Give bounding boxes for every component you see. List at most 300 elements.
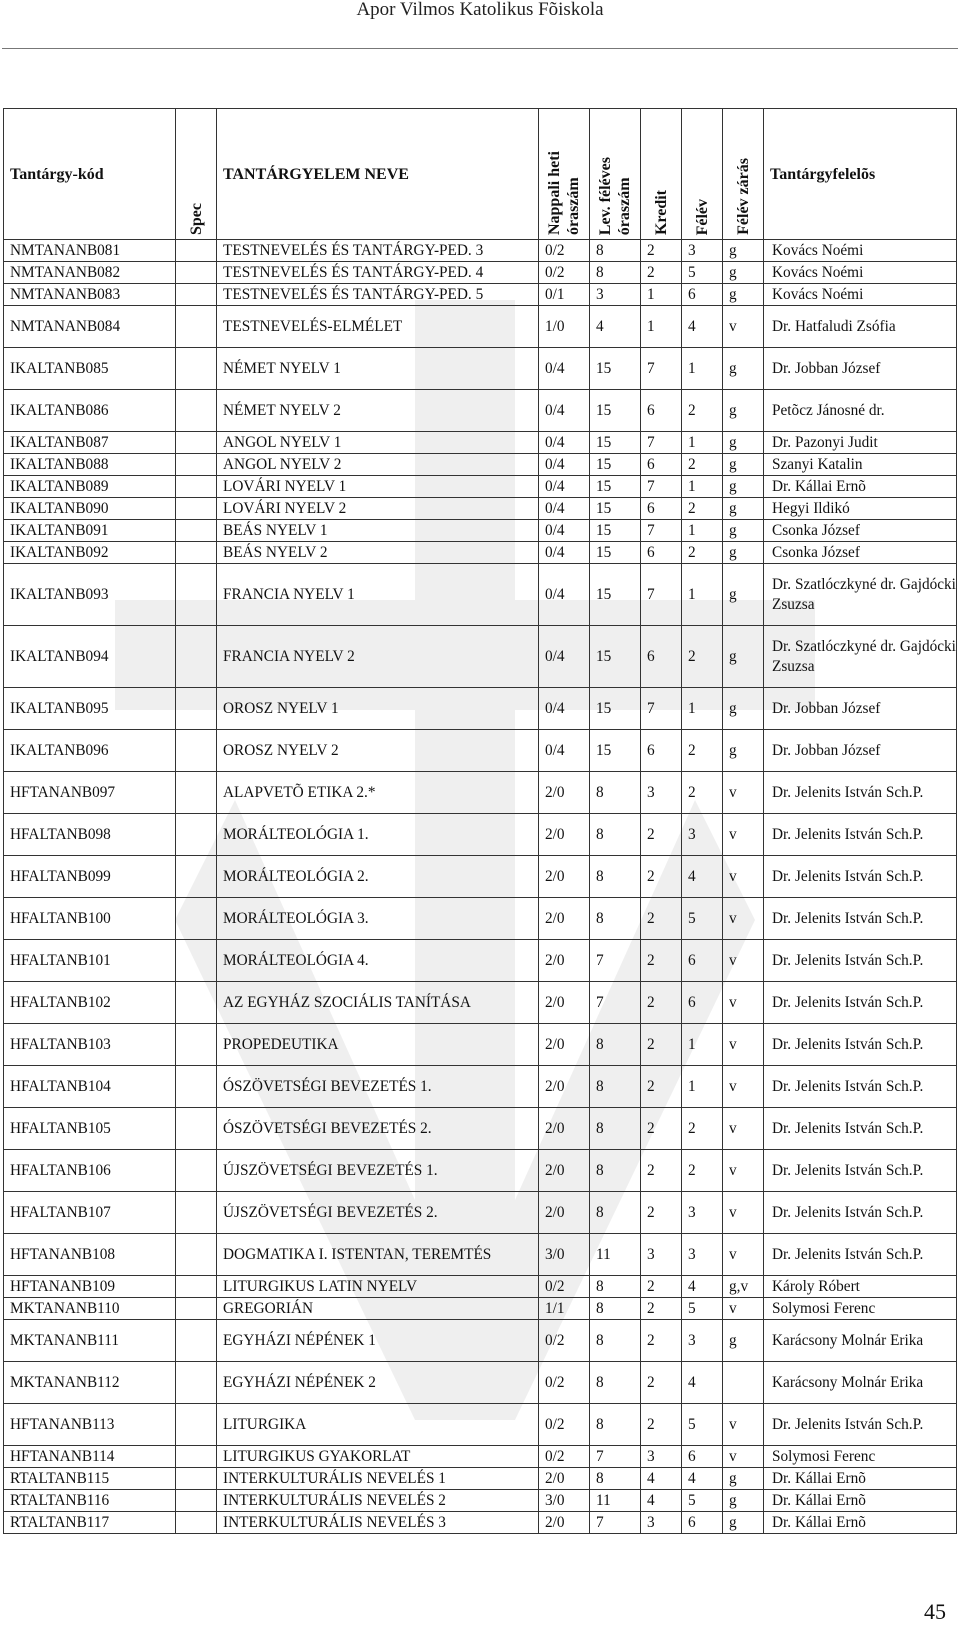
cell-spec: [176, 1150, 217, 1192]
cell-responsible: Dr. Jelenits István Sch.P.: [764, 1108, 957, 1150]
cell-code: HFTANANB113: [4, 1404, 176, 1446]
cell-day-hours: 2/0: [539, 898, 590, 940]
cell-day-hours: 0/4: [539, 348, 590, 390]
cell-credit: 7: [641, 688, 682, 730]
table-row: [4, 432, 957, 454]
cell-code: IKALTANB095: [4, 688, 176, 730]
cell-spec: [176, 432, 217, 454]
cell-day-hours: 0/4: [539, 626, 590, 688]
column-header-spec: Spec: [176, 109, 217, 240]
cell-semester: 3: [682, 240, 723, 262]
table-row: [4, 982, 957, 1024]
table-row: [4, 1298, 957, 1320]
table-row: [4, 1468, 957, 1490]
cell-name: ÓSZÖVETSÉGI BEVEZETÉS 2.: [217, 1108, 539, 1150]
cell-responsible: Kovács Noémi: [764, 240, 957, 262]
cell-responsible: Dr. Jelenits István Sch.P.: [764, 898, 957, 940]
cell-spec: [176, 1362, 217, 1404]
cell-closing: g: [723, 432, 764, 454]
cell-responsible: Petõcz Jánosné dr.: [764, 390, 957, 432]
cell-name: NÉMET NYELV 2: [217, 390, 539, 432]
cell-correspondence-hours: 15: [590, 432, 641, 454]
table-row: [4, 940, 957, 982]
cell-semester: 4: [682, 856, 723, 898]
cell-credit: 7: [641, 564, 682, 626]
cell-code: RTALTANB115: [4, 1468, 176, 1490]
cell-closing: g: [723, 1490, 764, 1512]
cell-semester: 5: [682, 898, 723, 940]
cell-credit: 3: [641, 772, 682, 814]
cell-day-hours: 2/0: [539, 1108, 590, 1150]
cell-name: OROSZ NYELV 1: [217, 688, 539, 730]
cell-credit: 2: [641, 1150, 682, 1192]
cell-responsible: Dr. Jelenits István Sch.P.: [764, 772, 957, 814]
cell-name: GREGORIÁN: [217, 1298, 539, 1320]
cell-spec: [176, 940, 217, 982]
cell-closing: g: [723, 390, 764, 432]
column-header-day-hours: Nappali heti óraszám: [539, 109, 590, 240]
table-row: [4, 520, 957, 542]
cell-name: ÚJSZÖVETSÉGI BEVEZETÉS 1.: [217, 1150, 539, 1192]
cell-closing: g: [723, 688, 764, 730]
cell-spec: [176, 348, 217, 390]
cell-spec: [176, 856, 217, 898]
cell-semester: 4: [682, 306, 723, 348]
cell-responsible: Dr. Pazonyi Judit: [764, 432, 957, 454]
cell-spec: [176, 1512, 217, 1534]
cell-name: MORÁLTEOLÓGIA 2.: [217, 856, 539, 898]
cell-closing: v: [723, 1066, 764, 1108]
cell-day-hours: 0/4: [539, 564, 590, 626]
table-row: [4, 856, 957, 898]
cell-day-hours: 0/2: [539, 1362, 590, 1404]
cell-credit: 3: [641, 1446, 682, 1468]
cell-semester: 2: [682, 772, 723, 814]
cell-credit: 6: [641, 542, 682, 564]
cell-correspondence-hours: 7: [590, 940, 641, 982]
cell-name: ANGOL NYELV 1: [217, 432, 539, 454]
cell-semester: 4: [682, 1276, 723, 1298]
cell-correspondence-hours: 8: [590, 1276, 641, 1298]
cell-correspondence-hours: 15: [590, 542, 641, 564]
cell-day-hours: 0/4: [539, 390, 590, 432]
cell-spec: [176, 898, 217, 940]
cell-name: LITURGIKA: [217, 1404, 539, 1446]
cell-correspondence-hours: 8: [590, 1320, 641, 1362]
cell-semester: 3: [682, 814, 723, 856]
cell-correspondence-hours: 8: [590, 856, 641, 898]
cell-code: IKALTANB091: [4, 520, 176, 542]
cell-day-hours: 2/0: [539, 1512, 590, 1534]
cell-semester: 5: [682, 1490, 723, 1512]
cell-spec: [176, 284, 217, 306]
cell-credit: 2: [641, 1066, 682, 1108]
cell-semester: 6: [682, 284, 723, 306]
cell-spec: [176, 454, 217, 476]
cell-name: TESTNEVELÉS ÉS TANTÁRGY-PED. 4: [217, 262, 539, 284]
cell-spec: [176, 262, 217, 284]
cell-credit: 3: [641, 1234, 682, 1276]
cell-semester: 5: [682, 1404, 723, 1446]
table-row: [4, 772, 957, 814]
cell-correspondence-hours: 15: [590, 498, 641, 520]
institution-name: Apor Vilmos Katolikus Fõiskola: [356, 0, 604, 20]
cell-closing: g: [723, 542, 764, 564]
cell-responsible: Karácsony Molnár Erika: [764, 1320, 957, 1362]
cell-correspondence-hours: 15: [590, 520, 641, 542]
cell-code: RTALTANB116: [4, 1490, 176, 1512]
table-row: [4, 1512, 957, 1534]
cell-name: ÚJSZÖVETSÉGI BEVEZETÉS 2.: [217, 1192, 539, 1234]
cell-name: FRANCIA NYELV 2: [217, 626, 539, 688]
cell-credit: 4: [641, 1468, 682, 1490]
cell-code: NMTANANB083: [4, 284, 176, 306]
cell-day-hours: 0/4: [539, 688, 590, 730]
table-row: [4, 1404, 957, 1446]
cell-day-hours: 3/0: [539, 1490, 590, 1512]
cell-responsible: Dr. Jobban József: [764, 688, 957, 730]
cell-name: PROPEDEUTIKA: [217, 1024, 539, 1066]
cell-credit: 6: [641, 390, 682, 432]
cell-closing: g: [723, 1468, 764, 1490]
cell-correspondence-hours: 11: [590, 1490, 641, 1512]
cell-semester: 1: [682, 348, 723, 390]
cell-day-hours: 2/0: [539, 772, 590, 814]
cell-semester: 5: [682, 262, 723, 284]
table-row: [4, 262, 957, 284]
cell-credit: 2: [641, 856, 682, 898]
cell-credit: 7: [641, 520, 682, 542]
table-row: [4, 730, 957, 772]
cell-code: NMTANANB081: [4, 240, 176, 262]
cell-responsible: Dr. Hatfaludi Zsófia: [764, 306, 957, 348]
table-row: [4, 1276, 957, 1298]
cell-correspondence-hours: 8: [590, 1404, 641, 1446]
table-row: [4, 390, 957, 432]
cell-spec: [176, 476, 217, 498]
cell-correspondence-hours: 8: [590, 772, 641, 814]
cell-code: IKALTANB088: [4, 454, 176, 476]
cell-day-hours: 0/2: [539, 1404, 590, 1446]
cell-closing: v: [723, 814, 764, 856]
cell-correspondence-hours: 8: [590, 814, 641, 856]
cell-correspondence-hours: 15: [590, 688, 641, 730]
cell-closing: v: [723, 1150, 764, 1192]
cell-code: HFTANANB097: [4, 772, 176, 814]
cell-credit: 2: [641, 940, 682, 982]
cell-semester: 2: [682, 626, 723, 688]
cell-code: HFALTANB105: [4, 1108, 176, 1150]
table-row: [4, 1446, 957, 1468]
cell-correspondence-hours: 8: [590, 1024, 641, 1066]
cell-closing: v: [723, 1024, 764, 1066]
cell-spec: [176, 1024, 217, 1066]
cell-code: RTALTANB117: [4, 1512, 176, 1534]
header-rule: [2, 48, 958, 49]
cell-code: IKALTANB094: [4, 626, 176, 688]
cell-spec: [176, 982, 217, 1024]
cell-spec: [176, 542, 217, 564]
cell-closing: v: [723, 772, 764, 814]
cell-name: ANGOL NYELV 2: [217, 454, 539, 476]
cell-closing: g: [723, 730, 764, 772]
cell-correspondence-hours: 8: [590, 1362, 641, 1404]
cell-day-hours: 2/0: [539, 1150, 590, 1192]
cell-name: BEÁS NYELV 1: [217, 520, 539, 542]
cell-semester: 4: [682, 1362, 723, 1404]
table-row: [4, 454, 957, 476]
cell-closing: g: [723, 454, 764, 476]
cell-semester: 2: [682, 454, 723, 476]
page-number: 45: [924, 1599, 946, 1624]
table-row: [4, 1362, 957, 1404]
column-header-code: Tantárgy-kód: [4, 109, 176, 240]
table-row: [4, 240, 957, 262]
cell-name: TESTNEVELÉS ÉS TANTÁRGY-PED. 5: [217, 284, 539, 306]
cell-spec: [176, 564, 217, 626]
cell-correspondence-hours: 11: [590, 1234, 641, 1276]
cell-credit: 2: [641, 814, 682, 856]
cell-day-hours: 3/0: [539, 1234, 590, 1276]
cell-name: INTERKULTURÁLIS NEVELÉS 2: [217, 1490, 539, 1512]
cell-name: INTERKULTURÁLIS NEVELÉS 3: [217, 1512, 539, 1534]
cell-code: HFALTANB100: [4, 898, 176, 940]
table-row: [4, 284, 957, 306]
cell-name: NÉMET NYELV 1: [217, 348, 539, 390]
cell-correspondence-hours: 7: [590, 1512, 641, 1534]
cell-semester: 1: [682, 520, 723, 542]
cell-spec: [176, 688, 217, 730]
column-header-correspondence-hours: Lev. féléves óraszám: [590, 109, 641, 240]
cell-closing: v: [723, 1192, 764, 1234]
cell-closing: g: [723, 476, 764, 498]
cell-day-hours: 0/2: [539, 1320, 590, 1362]
cell-correspondence-hours: 8: [590, 1192, 641, 1234]
cell-correspondence-hours: 8: [590, 1066, 641, 1108]
cell-semester: 1: [682, 1066, 723, 1108]
table-row: [4, 476, 957, 498]
cell-closing: v: [723, 1404, 764, 1446]
cell-semester: 1: [682, 432, 723, 454]
course-rows: [4, 240, 957, 1534]
cell-correspondence-hours: 8: [590, 1298, 641, 1320]
cell-correspondence-hours: 15: [590, 476, 641, 498]
cell-spec: [176, 1404, 217, 1446]
cell-code: NMTANANB084: [4, 306, 176, 348]
cell-responsible: Kovács Noémi: [764, 262, 957, 284]
page-header: [0, 0, 960, 22]
table-row: [4, 688, 957, 730]
cell-name: INTERKULTURÁLIS NEVELÉS 1: [217, 1468, 539, 1490]
cell-responsible: Solymosi Ferenc: [764, 1298, 957, 1320]
cell-responsible: Dr. Kállai Ernõ: [764, 1490, 957, 1512]
cell-name: FRANCIA NYELV 1: [217, 564, 539, 626]
cell-semester: 6: [682, 940, 723, 982]
cell-spec: [176, 814, 217, 856]
table-row: [4, 1490, 957, 1512]
cell-spec: [176, 390, 217, 432]
cell-credit: 2: [641, 240, 682, 262]
cell-credit: 4: [641, 1490, 682, 1512]
cell-day-hours: 0/1: [539, 284, 590, 306]
cell-credit: 2: [641, 1362, 682, 1404]
cell-responsible: Dr. Szatlóczkyné dr. Gajdócki Zsuzsa: [764, 626, 957, 688]
course-table: [3, 108, 957, 1534]
cell-name: AZ EGYHÁZ SZOCIÁLIS TANÍTÁSA: [217, 982, 539, 1024]
cell-closing: v: [723, 1298, 764, 1320]
column-header-responsible: Tantárgyfelelõs: [764, 109, 957, 240]
cell-day-hours: 0/4: [539, 454, 590, 476]
cell-credit: 2: [641, 1024, 682, 1066]
cell-name: EGYHÁZI NÉPÉNEK 2: [217, 1362, 539, 1404]
table-header-row: [4, 109, 957, 240]
cell-credit: 2: [641, 898, 682, 940]
cell-semester: 1: [682, 476, 723, 498]
cell-day-hours: 0/4: [539, 498, 590, 520]
table-row: [4, 1150, 957, 1192]
cell-day-hours: 0/4: [539, 432, 590, 454]
cell-credit: 2: [641, 982, 682, 1024]
cell-name: EGYHÁZI NÉPÉNEK 1: [217, 1320, 539, 1362]
cell-responsible: Dr. Jelenits István Sch.P.: [764, 940, 957, 982]
cell-code: HFALTANB099: [4, 856, 176, 898]
cell-code: NMTANANB082: [4, 262, 176, 284]
cell-credit: 6: [641, 626, 682, 688]
cell-credit: 2: [641, 1192, 682, 1234]
cell-day-hours: 0/2: [539, 1446, 590, 1468]
cell-correspondence-hours: 15: [590, 390, 641, 432]
cell-credit: 2: [641, 1276, 682, 1298]
cell-name: ALAPVETÕ ETIKA 2.*: [217, 772, 539, 814]
cell-semester: 6: [682, 1512, 723, 1534]
cell-semester: 6: [682, 982, 723, 1024]
cell-semester: 3: [682, 1234, 723, 1276]
cell-closing: v: [723, 940, 764, 982]
cell-day-hours: 0/4: [539, 520, 590, 542]
cell-semester: 2: [682, 498, 723, 520]
cell-semester: 2: [682, 1150, 723, 1192]
cell-code: HFALTANB103: [4, 1024, 176, 1066]
cell-credit: 7: [641, 476, 682, 498]
cell-correspondence-hours: 15: [590, 454, 641, 476]
cell-responsible: Dr. Szatlóczkyné dr. Gajdócki Zsuzsa: [764, 564, 957, 626]
cell-name: TESTNEVELÉS ÉS TANTÁRGY-PED. 3: [217, 240, 539, 262]
cell-code: IKALTANB086: [4, 390, 176, 432]
cell-credit: 2: [641, 1404, 682, 1446]
cell-name: MORÁLTEOLÓGIA 4.: [217, 940, 539, 982]
cell-correspondence-hours: 15: [590, 730, 641, 772]
column-header-credit: Kredit: [641, 109, 682, 240]
cell-spec: [176, 1298, 217, 1320]
cell-closing: v: [723, 898, 764, 940]
cell-semester: 4: [682, 1468, 723, 1490]
cell-semester: 2: [682, 730, 723, 772]
table-row: [4, 306, 957, 348]
cell-responsible: Károly Róbert: [764, 1276, 957, 1298]
cell-name: LITURGIKUS GYAKORLAT: [217, 1446, 539, 1468]
cell-day-hours: 1/1: [539, 1298, 590, 1320]
table-row: [4, 898, 957, 940]
cell-responsible: Dr. Jelenits István Sch.P.: [764, 814, 957, 856]
cell-day-hours: 0/2: [539, 240, 590, 262]
cell-correspondence-hours: 8: [590, 1468, 641, 1490]
cell-credit: 6: [641, 498, 682, 520]
cell-code: IKALTANB090: [4, 498, 176, 520]
cell-name: ÓSZÖVETSÉGI BEVEZETÉS 1.: [217, 1066, 539, 1108]
cell-code: MKTANANB112: [4, 1362, 176, 1404]
cell-code: IKALTANB087: [4, 432, 176, 454]
cell-responsible: Dr. Jelenits István Sch.P.: [764, 1234, 957, 1276]
cell-spec: [176, 1468, 217, 1490]
cell-semester: 2: [682, 542, 723, 564]
cell-closing: g: [723, 626, 764, 688]
cell-correspondence-hours: 4: [590, 306, 641, 348]
cell-name: LITURGIKUS LATIN NYELV: [217, 1276, 539, 1298]
cell-day-hours: 2/0: [539, 982, 590, 1024]
cell-name: LOVÁRI NYELV 2: [217, 498, 539, 520]
cell-responsible: Dr. Kállai Ernõ: [764, 1512, 957, 1534]
cell-spec: [176, 730, 217, 772]
cell-semester: 6: [682, 1446, 723, 1468]
cell-spec: [176, 240, 217, 262]
cell-responsible: Dr. Jelenits István Sch.P.: [764, 856, 957, 898]
cell-responsible: Csonka József: [764, 542, 957, 564]
cell-credit: 2: [641, 1108, 682, 1150]
cell-spec: [176, 1490, 217, 1512]
cell-correspondence-hours: 15: [590, 626, 641, 688]
cell-spec: [176, 498, 217, 520]
table-row: [4, 814, 957, 856]
table-row: [4, 1066, 957, 1108]
cell-responsible: Solymosi Ferenc: [764, 1446, 957, 1468]
cell-day-hours: 2/0: [539, 814, 590, 856]
table-row: [4, 498, 957, 520]
table-row: [4, 1192, 957, 1234]
cell-responsible: Dr. Jelenits István Sch.P.: [764, 1192, 957, 1234]
cell-credit: 1: [641, 284, 682, 306]
cell-credit: 2: [641, 262, 682, 284]
cell-semester: 3: [682, 1320, 723, 1362]
table-row: [4, 1024, 957, 1066]
table-row: [4, 1234, 957, 1276]
cell-spec: [176, 1276, 217, 1298]
cell-correspondence-hours: 7: [590, 1446, 641, 1468]
cell-semester: 1: [682, 564, 723, 626]
cell-correspondence-hours: 8: [590, 1108, 641, 1150]
cell-credit: 6: [641, 454, 682, 476]
cell-credit: 1: [641, 306, 682, 348]
cell-closing: g,v: [723, 1276, 764, 1298]
cell-closing: g: [723, 520, 764, 542]
cell-responsible: Dr. Jelenits István Sch.P.: [764, 982, 957, 1024]
cell-correspondence-hours: 8: [590, 1150, 641, 1192]
cell-code: HFALTANB104: [4, 1066, 176, 1108]
cell-closing: [723, 1362, 764, 1404]
cell-code: IKALTANB093: [4, 564, 176, 626]
cell-closing: g: [723, 498, 764, 520]
cell-responsible: Dr. Jobban József: [764, 730, 957, 772]
cell-code: HFALTANB106: [4, 1150, 176, 1192]
cell-closing: v: [723, 982, 764, 1024]
cell-name: TESTNEVELÉS-ELMÉLET: [217, 306, 539, 348]
cell-semester: 1: [682, 688, 723, 730]
cell-code: HFTANANB114: [4, 1446, 176, 1468]
cell-spec: [176, 1320, 217, 1362]
cell-semester: 1: [682, 1024, 723, 1066]
cell-spec: [176, 520, 217, 542]
cell-code: IKALTANB092: [4, 542, 176, 564]
cell-responsible: Dr. Jelenits István Sch.P.: [764, 1024, 957, 1066]
